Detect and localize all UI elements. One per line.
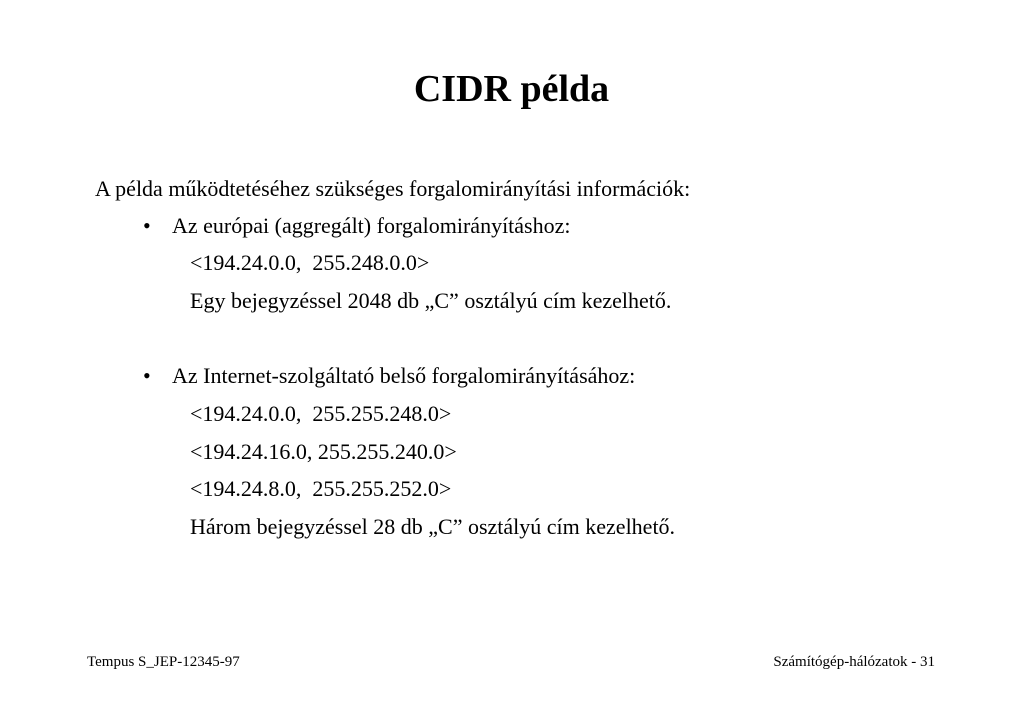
route-note: Három bejegyzéssel 28 db „C” osztályú cím kezelhető. xyxy=(190,514,676,539)
footer-left: Tempus S_JEP-12345-97 xyxy=(87,654,240,670)
footer-right: Számítógép-hálózatok - 31 xyxy=(773,654,935,670)
route-note: Egy bejegyzéssel 2048 db „C” osztályú cím kezelhető. xyxy=(190,288,672,313)
route-entry: <194.24.0.0, 255.255.248.0> xyxy=(190,401,452,426)
bullet-heading-isp: Az Internet-szolgáltató belső forgalomirányításához: xyxy=(172,363,636,388)
slide-title: CIDR példa xyxy=(413,68,610,110)
route-entry: <194.24.8.0, 255.255.252.0> xyxy=(190,476,452,501)
bullet-heading-european: Az európai (aggregált) forgalomirányításhoz: xyxy=(172,213,571,238)
bullet-glyph: • xyxy=(143,363,151,388)
bullet-glyph: • xyxy=(143,213,151,238)
route-entry: <194.24.16.0, 255.255.240.0> xyxy=(190,439,457,464)
route-entry: <194.24.0.0, 255.248.0.0> xyxy=(190,250,430,275)
intro-text: A példa működtetéséhez szükséges forgalomirányítási információk: xyxy=(95,176,691,201)
